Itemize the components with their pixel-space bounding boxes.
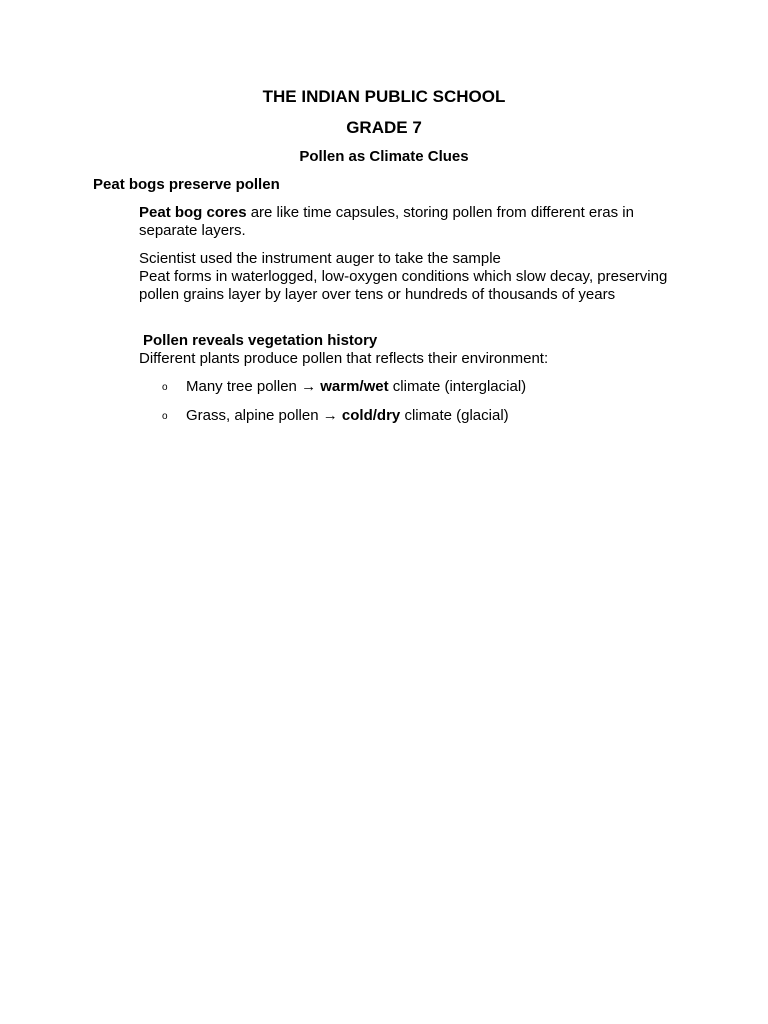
bullet-circle-icon: o — [162, 411, 168, 422]
grade-title: GRADE 7 — [346, 118, 422, 137]
paragraph-peat-forms: Peat forms in waterlogged, low-oxygen conditions which slow decay, preserving pollen grains layer by layer over tens or hundreds of thousands of years — [139, 268, 668, 303]
list-item-text — [186, 407, 509, 425]
bullet-circle-icon: o — [162, 382, 168, 393]
term-peat-bog-cores: Peat bog cores — [139, 204, 247, 221]
list-item-post: climate (glacial) — [400, 407, 509, 424]
paragraph-auger: Scientist used the instrument auger to take the sample — [139, 250, 501, 267]
section-heading-vegetation-history: Pollen reveals vegetation history — [143, 332, 378, 349]
list-item-post: climate (interglacial) — [388, 378, 527, 395]
list-item-text — [186, 378, 526, 396]
school-name: THE INDIAN PUBLIC SCHOOL — [262, 87, 506, 106]
list-item-emphasis: warm/wet — [320, 378, 389, 395]
arrow-right-icon: → — [301, 378, 317, 395]
arrow-right-icon: → — [322, 407, 338, 424]
paragraph-peat-bog-cores — [139, 204, 679, 240]
paragraph-text: are like time capsules, storing pollen from different eras in separate layers. — [139, 204, 634, 239]
list-item-emphasis: cold/dry — [341, 407, 401, 424]
section-heading-peat-bogs: Peat bogs preserve pollen — [93, 176, 280, 193]
paragraph-intro: Different plants produce pollen that reflects their environment: — [139, 350, 549, 367]
topic-title: Pollen as Climate Clues — [299, 148, 469, 165]
list-item-pre: Many tree pollen — [186, 378, 302, 395]
list-item-pre: Grass, alpine pollen — [186, 407, 323, 424]
